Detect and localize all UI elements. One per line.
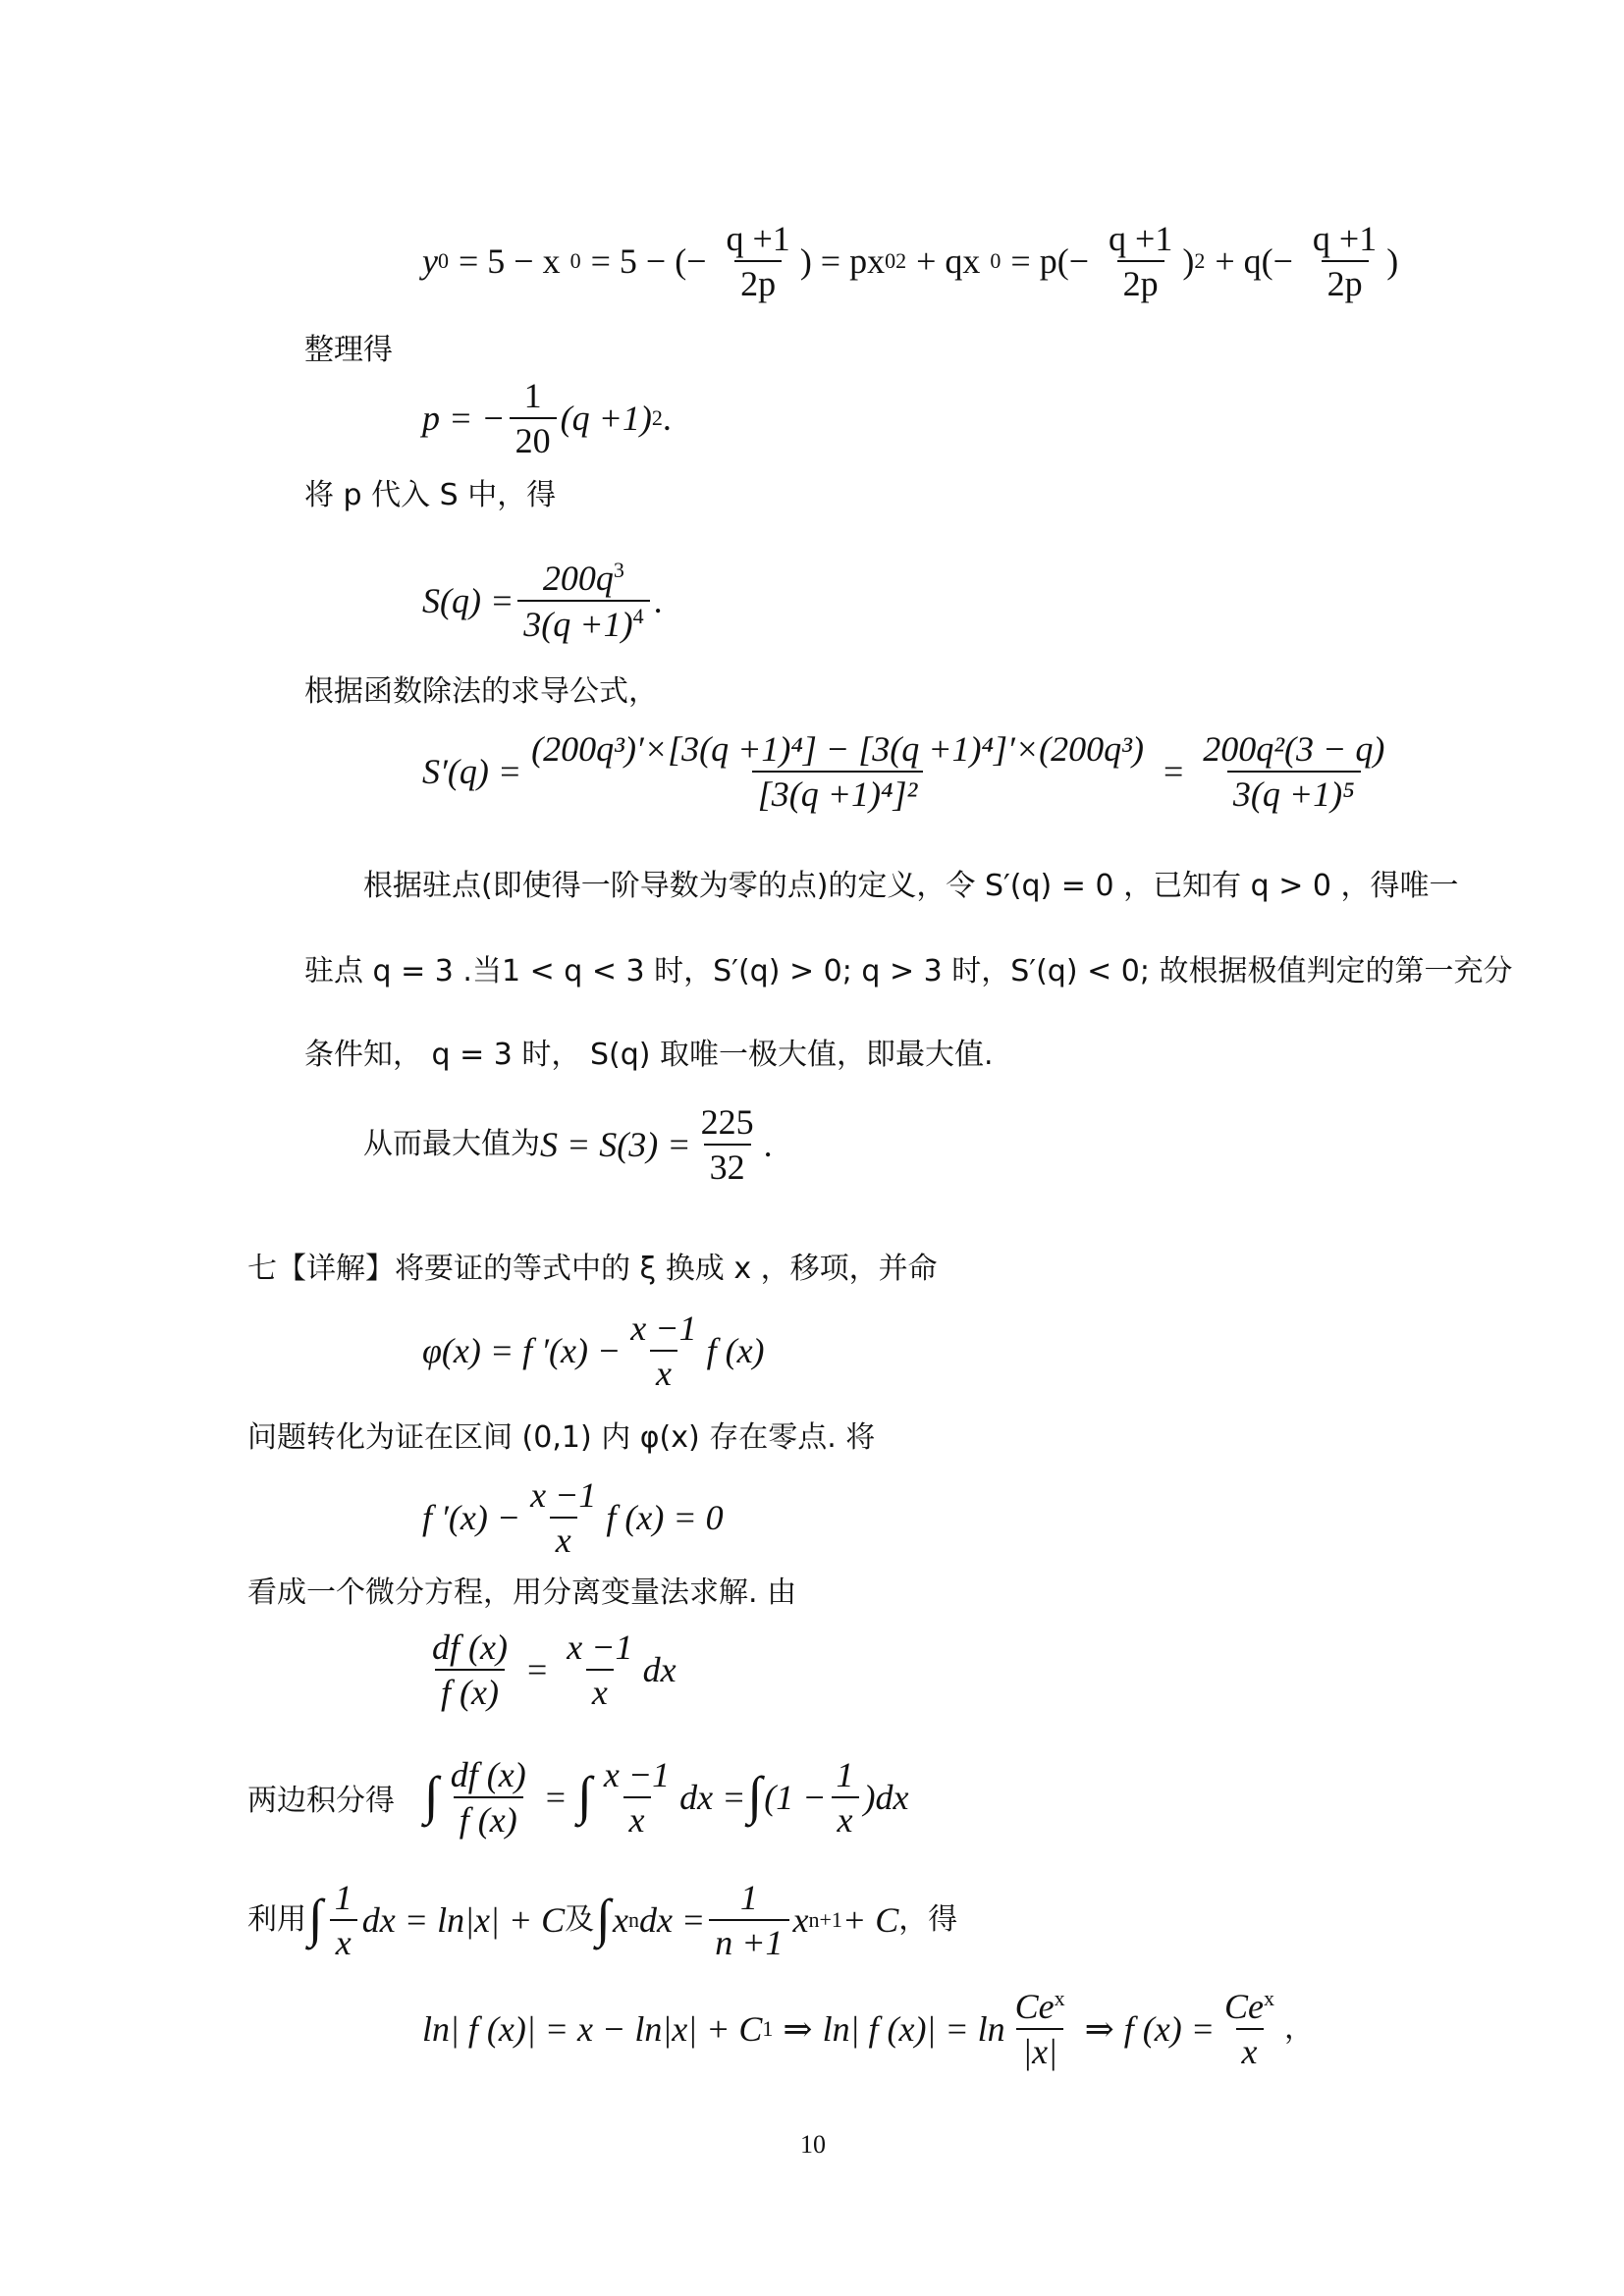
eq11-m1: ln| f (x)| = x − ln|x| + C — [422, 2008, 763, 2049]
equation-liyong — [247, 1880, 957, 1960]
eq11-tail: ， — [1284, 2010, 1315, 2046]
eq10-frac-2 — [709, 1880, 788, 1960]
eq10-m4: x — [792, 1900, 809, 1940]
equation-solution — [422, 1988, 1314, 2069]
equation-max — [363, 1104, 773, 1185]
eq8-frac-2 — [561, 1629, 638, 1710]
para-line-3: 条件知， q = 3 时， S(q) 取唯一极大值，即最大值. — [304, 1038, 994, 1072]
frac-den: n +1 — [709, 1919, 788, 1960]
eq4-frac-2 — [1197, 731, 1390, 812]
eq2-dot: . — [662, 399, 672, 438]
eq10-m3: dx = — [638, 1900, 706, 1940]
frac-den: 2p — [1117, 260, 1164, 301]
frac-num: (200q³)′×[3(q +1)⁴] − [3(q +1)⁴]′×(200q³) — [531, 729, 1144, 769]
text-jifen: 两边积分得 — [247, 1784, 395, 1818]
eq11-m3: f (x) = — [1123, 2008, 1216, 2049]
integral-icon: ∫ — [424, 1766, 439, 1825]
frac-den: 3(q +1)⁵ — [1227, 771, 1361, 812]
para-line-1: 根据驻点(即使得一阶导数为零的点)的定义，令 S′(q) = 0 ，已知有 q > 0 ，得唯一 — [363, 869, 1459, 903]
frac-den: f (x) — [454, 1796, 523, 1838]
frac-num: 1 — [523, 376, 542, 415]
eq11-frac-1 — [1009, 1988, 1071, 2069]
eq10-pow: n — [627, 1907, 639, 1932]
eq9-m1: dx = — [679, 1778, 746, 1817]
eq1-m3: ) = px — [799, 241, 886, 281]
eq5-prefix: 从而最大值为 — [363, 1127, 540, 1161]
eq2-lhs: p = − — [422, 399, 506, 438]
eq11-m2: ln| f (x)| = ln — [822, 2008, 1005, 2049]
eq1-sup: 2 — [1194, 248, 1206, 273]
eq7-frac — [524, 1477, 602, 1558]
frac-num: 1 — [739, 1878, 758, 1917]
frac-den: x — [623, 1796, 651, 1838]
eq3-den-p: 4 — [632, 604, 644, 628]
frac-den: x — [330, 1919, 357, 1960]
frac-den: x — [1236, 2028, 1264, 2069]
eq3-den-a: 3(q +1) — [523, 605, 633, 644]
eq1-sup: 2 — [895, 248, 907, 273]
eq1-m5: = p(− — [1010, 241, 1090, 281]
equation-p — [422, 378, 672, 458]
eq9-frac-1 — [445, 1757, 532, 1838]
frac-num: 1 — [836, 1755, 854, 1794]
eq1-frac-2 — [1103, 221, 1178, 301]
eq1-lhs: y — [422, 241, 438, 281]
eq10-prefix: 利用 — [247, 1902, 306, 1937]
eq9-m2: (1 − — [764, 1778, 827, 1817]
eq3-num-p: 3 — [613, 558, 624, 582]
frac-num: q +1 — [1312, 219, 1378, 258]
eq11-pow: x — [1054, 1986, 1065, 2010]
eq9-m3: )dx — [863, 1778, 909, 1817]
eq3-dot: . — [653, 581, 663, 620]
eq11-num1: Ce — [1014, 1987, 1055, 2026]
equation-integral — [422, 1757, 908, 1838]
frac-num: x −1 — [630, 1308, 697, 1348]
frac-num: q +1 — [1109, 219, 1173, 258]
eq3-num-a: 200q — [542, 559, 614, 598]
frac-den — [517, 600, 649, 642]
eq1-frac-3 — [1307, 221, 1382, 301]
frac-den: x — [550, 1517, 577, 1558]
text-daipS: 将 p 代入 S 中，得 — [304, 478, 557, 512]
frac-num: df (x) — [432, 1628, 508, 1667]
eq8-rest: dx — [642, 1650, 677, 1689]
eq1-sub: 0 — [569, 248, 581, 273]
text-kancheng: 看成一个微分方程，用分离变量法求解. 由 — [247, 1575, 797, 1610]
frac-num: 225 — [700, 1102, 754, 1142]
frac-den: 32 — [704, 1144, 751, 1185]
eq1-m4: + qx — [916, 241, 981, 281]
frac-num — [537, 560, 630, 600]
frac-den: x — [832, 1796, 859, 1838]
eq1-sub: 0 — [437, 248, 449, 273]
page-number: 10 — [800, 2130, 826, 2159]
frac-num: 1 — [334, 1878, 352, 1917]
eq6-rest: f (x) — [706, 1331, 765, 1370]
eq6-lhs: φ(x) = f ′(x) − — [422, 1331, 622, 1370]
eq10-m1: dx = ln|x| + C — [361, 1900, 566, 1940]
eq11-pow: x — [1264, 1986, 1275, 2010]
integral-icon: ∫ — [596, 1889, 611, 1948]
eq11-num2: Ce — [1224, 1987, 1265, 2026]
frac-num: q +1 — [726, 219, 790, 258]
eq11-frac-2 — [1218, 1988, 1280, 2069]
eq1-sub: 0 — [885, 248, 896, 273]
frac-den: f (x) — [435, 1669, 505, 1710]
eq4-lhs: S′(q) = — [422, 752, 522, 791]
frac-num — [1009, 1988, 1071, 2028]
eq10-suffix: ，得 — [898, 1902, 958, 1937]
eq10-mid: 及 — [565, 1902, 595, 1937]
text-wenti: 问题转化为证在区间 (0,1) 内 φ(x) 存在零点. 将 — [247, 1420, 876, 1455]
frac-den: [3(q +1)⁴]² — [752, 771, 924, 812]
equation-Sprime — [422, 731, 1394, 812]
eq1-m8: ) — [1386, 241, 1399, 281]
eq1-m7: + q(− — [1215, 241, 1293, 281]
eq11-sub: 1 — [762, 2015, 774, 2041]
integral-icon: ∫ — [747, 1766, 763, 1825]
frac-num: x −1 — [603, 1755, 671, 1794]
eq7-lhs: f ′(x) − — [422, 1498, 521, 1537]
eq10-m2: x — [612, 1900, 628, 1940]
eq1-m1: = 5 − x — [458, 241, 561, 281]
eq9-eq: = — [545, 1778, 567, 1817]
text-zhengli: 整理得 — [304, 333, 393, 367]
eq10-frac-1 — [329, 1880, 358, 1960]
frac-den: |x| — [1016, 2028, 1063, 2069]
text-qiudao: 根据函数除法的求导公式， — [304, 674, 658, 709]
frac-den: 2p — [734, 260, 782, 301]
eq5-dot: . — [763, 1125, 773, 1164]
integral-icon: ∫ — [577, 1766, 592, 1825]
eq7-rest: f (x) = 0 — [606, 1498, 724, 1537]
eq2-frac — [510, 378, 557, 458]
frac-num — [1218, 1988, 1280, 2028]
equation-phi — [422, 1310, 765, 1391]
eq6-frac — [624, 1310, 702, 1391]
integral-icon: ∫ — [308, 1889, 323, 1948]
eq9-frac-3 — [831, 1757, 860, 1838]
eq4-eq: = — [1163, 752, 1184, 791]
eq2-rest: (q +1) — [560, 399, 652, 438]
frac-num: x −1 — [530, 1475, 597, 1515]
para-line-2: 驻点 q = 3 .当1 < q < 3 时，S′(q) > 0; q > 3 时，S′(q) < 0; 故根据极值判定的第一充分 — [304, 954, 1513, 988]
frac-num: x −1 — [567, 1628, 633, 1667]
implies-icon: ⇒ — [1084, 2008, 1114, 2049]
eq1-m2: = 5 − (− — [590, 241, 707, 281]
eq3-lhs: S(q) = — [422, 581, 514, 620]
eq2-sup: 2 — [651, 405, 663, 430]
eq3-frac — [517, 560, 649, 642]
eq4-frac-1 — [525, 731, 1150, 812]
frac-num: 200q²(3 − q) — [1203, 729, 1385, 769]
equation-separate — [422, 1629, 677, 1710]
q7-intro: 七【详解】将要证的等式中的 ξ 换成 x ，移项，并命 — [247, 1252, 938, 1286]
equation-ode — [422, 1477, 724, 1558]
eq1-sub: 0 — [990, 248, 1001, 273]
frac-den: x — [586, 1669, 614, 1710]
implies-icon: ⇒ — [783, 2008, 813, 2049]
eq9-frac-2 — [598, 1757, 676, 1838]
eq8-frac-1 — [426, 1629, 514, 1710]
eq5-frac — [695, 1104, 760, 1185]
frac-num: df (x) — [450, 1755, 526, 1794]
eq8-eq: = — [526, 1650, 548, 1689]
frac-den: 20 — [510, 417, 557, 458]
equation-Sq — [422, 560, 663, 642]
eq5-expr: S = S(3) = — [540, 1125, 691, 1164]
equation-y0 — [422, 221, 1398, 301]
eq10-m5: + C — [841, 1900, 899, 1940]
frac-den: 2p — [1322, 260, 1369, 301]
frac-den: x — [650, 1350, 677, 1391]
eq1-frac-1 — [721, 221, 796, 301]
eq1-m6: ) — [1182, 241, 1195, 281]
eq10-pow: n+1 — [808, 1907, 842, 1932]
